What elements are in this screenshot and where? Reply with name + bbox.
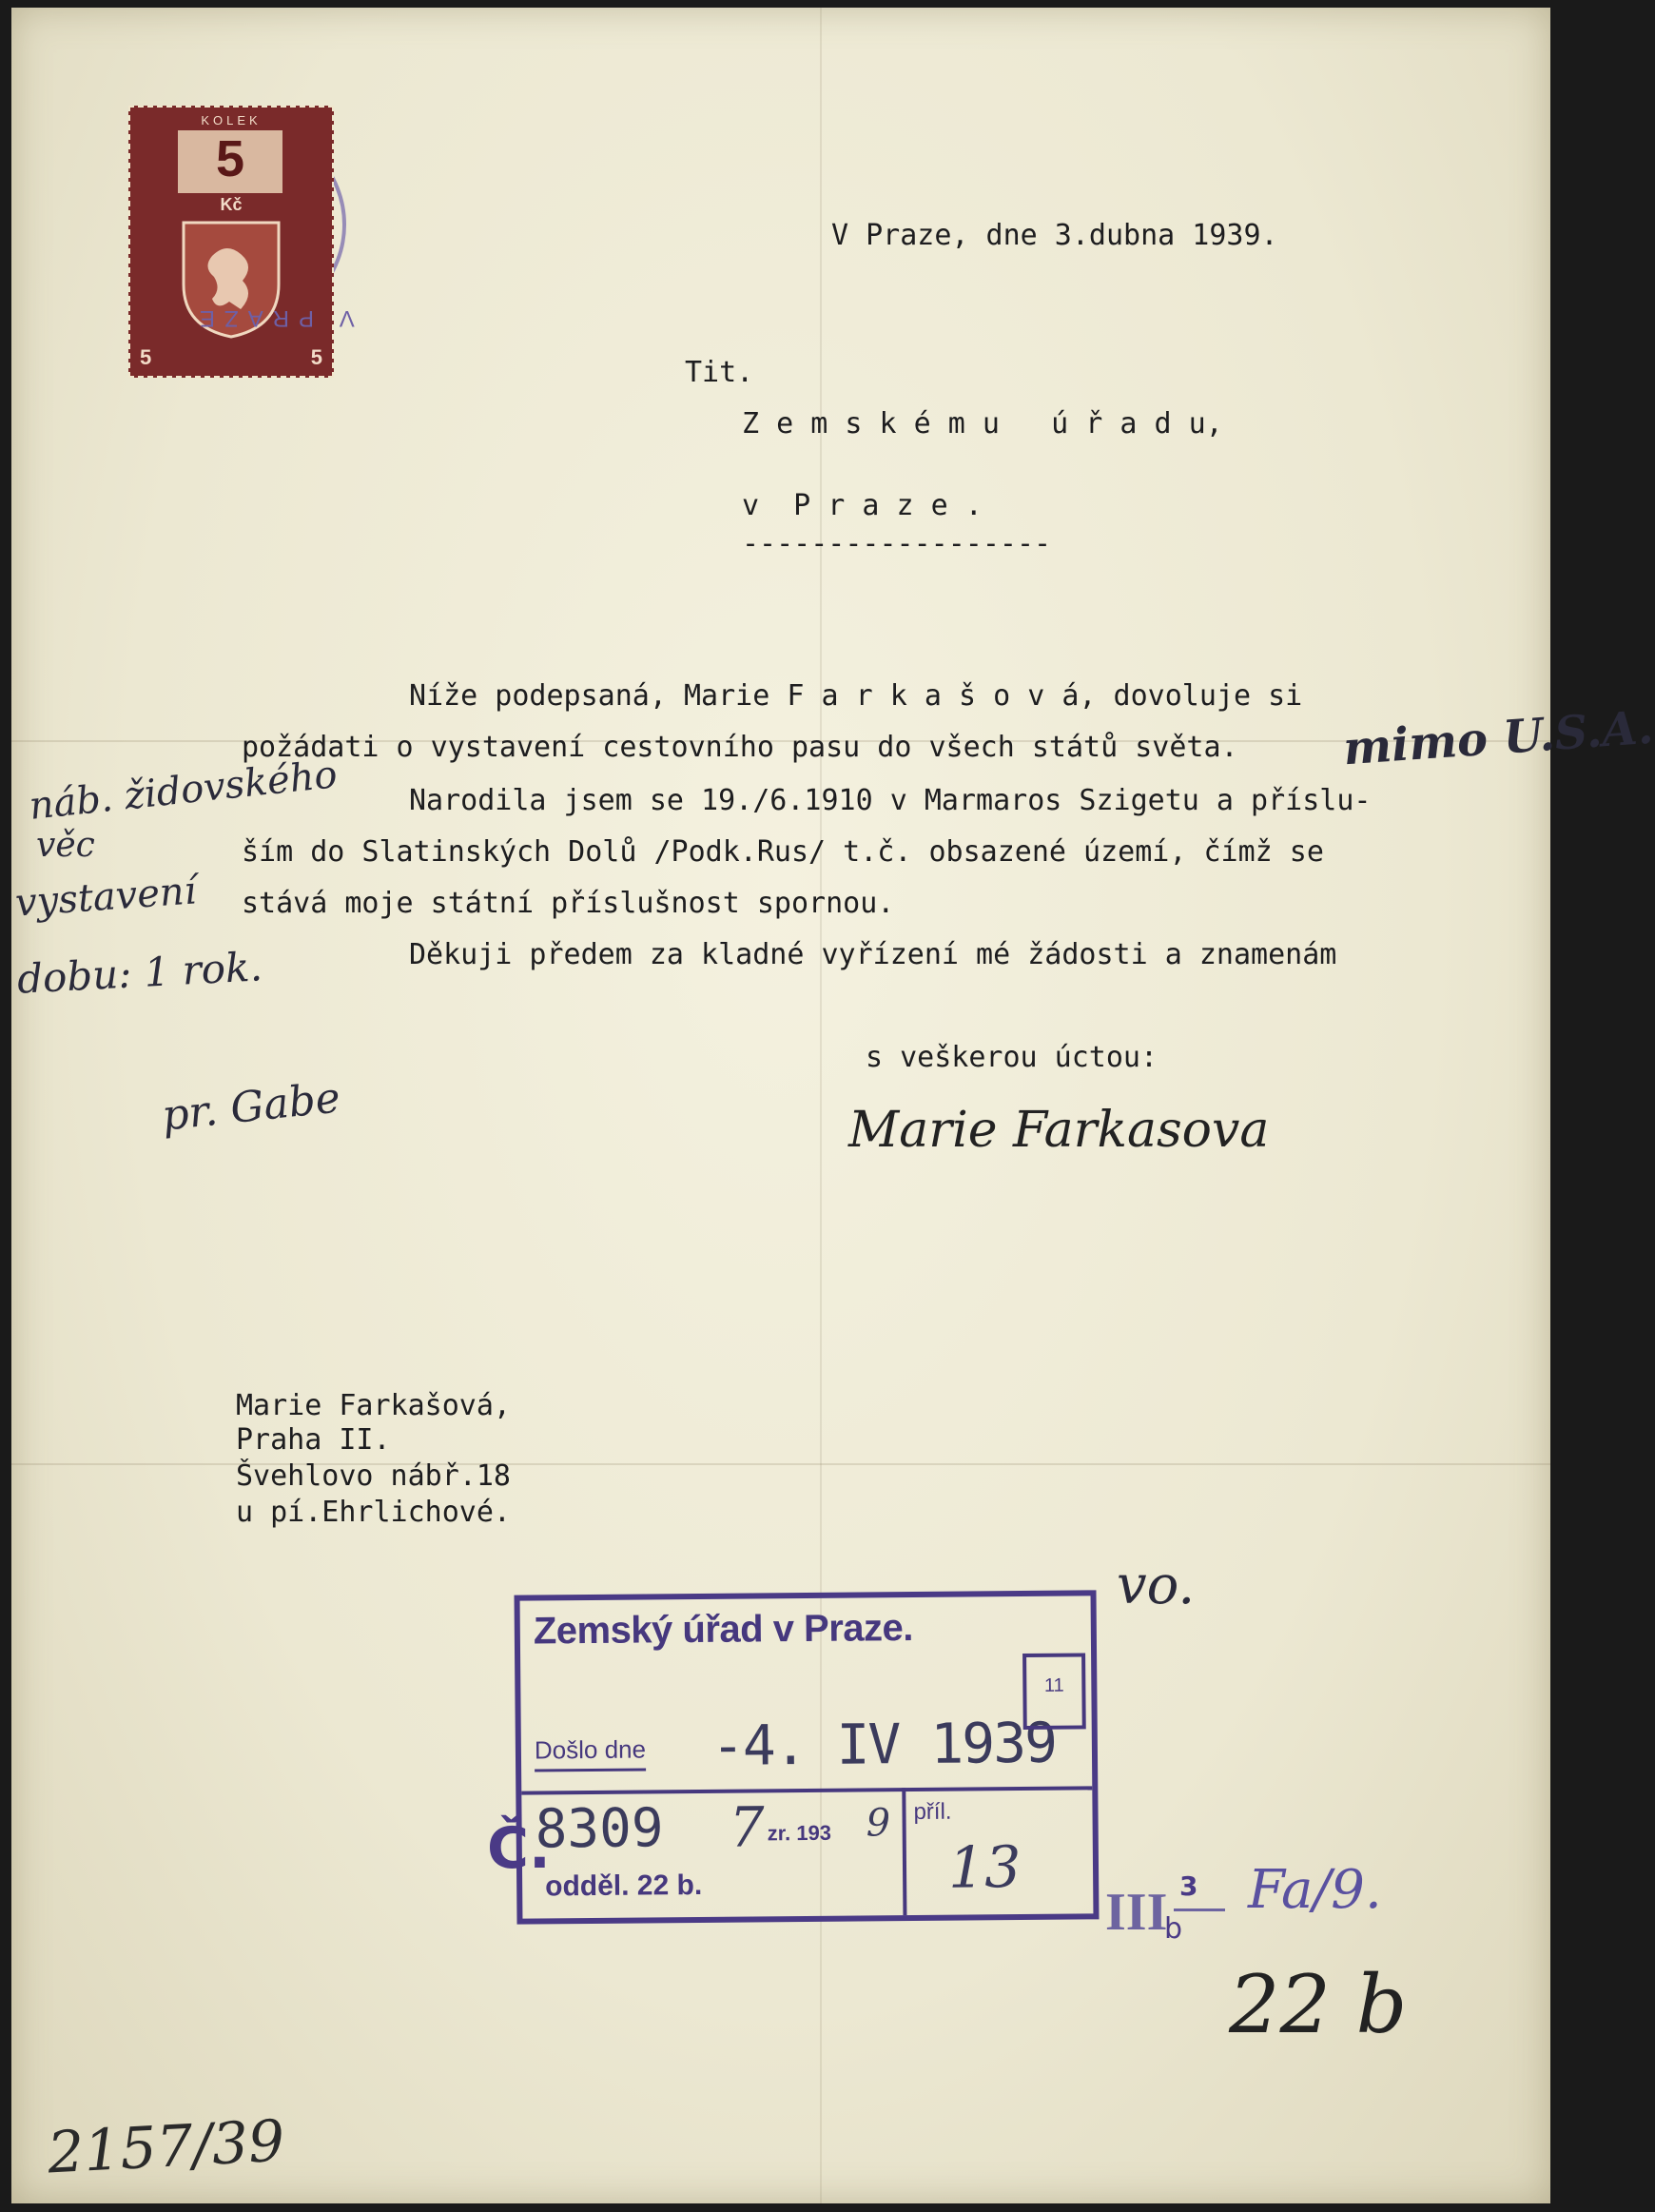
sender-name: Marie Farkašová, — [236, 1389, 511, 1422]
revenue-stamp — [86, 63, 371, 369]
office-receipt-stamp — [515, 1590, 1100, 1924]
addressee-title: Tit. — [685, 356, 754, 389]
fraction-top: 3 — [1179, 1870, 1198, 1902]
office-stamp-file-number: 8309 — [535, 1797, 664, 1861]
document-page — [11, 8, 1655, 2203]
body-p1-line1: Níže podepsaná, Marie F a r k a š o v á, dovoluje si — [409, 679, 1303, 713]
stamp-corner-value-right: 5 — [310, 345, 322, 369]
body-p1-line2: požádati o vystavení cestovního pasu do všech států světa. — [242, 731, 1238, 764]
stamp-prefix: Č. — [487, 1815, 551, 1882]
office-stamp-box-number: 11 — [1043, 1674, 1064, 1696]
margin-note-2: věc — [36, 826, 95, 865]
closing-line: s veškerou úctou: — [866, 1041, 1158, 1074]
office-stamp-department: odděl. 22 b. — [545, 1869, 703, 1903]
stamp-body — [128, 106, 334, 378]
body-p3-line1: Děkuji předem za kladné vyřízení mé žádosti a znamenám — [409, 938, 1337, 971]
office-stamp-received-date: -4. IV 1939 — [711, 1710, 1057, 1778]
stamp-top-text: KOLEK — [201, 113, 262, 127]
bottom-reference: 2157/39 — [46, 2107, 286, 2187]
stamp-currency: Kč — [220, 195, 243, 214]
addressee-underline: ------------------ — [742, 527, 1052, 560]
sender-care-of: u pí.Ehrlichové. — [236, 1496, 511, 1529]
stamp-value-box — [178, 130, 282, 193]
margin-note-5: pr. Gabe — [159, 1073, 343, 1141]
file-mark: Fa/9. — [1248, 1859, 1382, 1921]
addressee-city: v P r a z e . — [742, 489, 983, 522]
sender-street: Švehlovo nábř.18 — [236, 1459, 511, 1493]
fraction-bottom: b — [1164, 1912, 1183, 1946]
margin-note-4: dobu: 1 rok. — [15, 943, 263, 1003]
office-stamp-attachments-value: 13 — [947, 1834, 1022, 1902]
office-stamp-separator — [521, 1786, 1092, 1794]
body-p2-line3: stává moje státní příslušnost spornou. — [242, 887, 895, 920]
sender-city: Praha II. — [236, 1423, 391, 1457]
office-stamp-divider-vertical — [902, 1788, 906, 1915]
office-stamp-title: Zemský úřad v Praze. — [533, 1607, 914, 1653]
stamp-value: 5 — [215, 130, 245, 187]
office-stamp-year-label: zr. 193 — [767, 1820, 832, 1846]
margin-note-3: vystavení — [13, 869, 198, 926]
section-roman: III — [1105, 1883, 1168, 1942]
office-stamp-number-box — [1022, 1653, 1086, 1730]
signature: Marie Farkasova — [848, 1102, 1270, 1159]
office-stamp-attachments-label: příl. — [913, 1798, 952, 1826]
department-mark: 22 b — [1229, 1958, 1408, 2051]
body-p2-line1: Narodila jsem se 19./6.1910 v Marmaros Szigetu a příslu- — [409, 784, 1372, 817]
fraction-line — [1174, 1909, 1225, 1911]
addressee-office: Z e m s k é m u ú ř a d u, — [742, 407, 1223, 440]
office-stamp-year-digit: 9 — [866, 1801, 891, 1846]
office-stamp-file-suffix: 7 — [729, 1794, 765, 1860]
cancellation-text: V PRAZE — [190, 305, 355, 331]
office-stamp-received-label: Došlo dne — [535, 1734, 646, 1772]
body-p2-line2: ším do Slatinských Dolů /Podk.Rus/ t.č. obsazené území, čímž se — [242, 835, 1324, 869]
country-note: mimo U.S.A. — [1341, 700, 1655, 776]
margin-note-1: náb. židovského — [27, 753, 340, 829]
date-line: V Praze, dne 3.dubna 1939. — [831, 219, 1278, 252]
initials-vo: vo. — [1117, 1555, 1196, 1616]
stamp-corner-value-left: 5 — [140, 345, 152, 369]
